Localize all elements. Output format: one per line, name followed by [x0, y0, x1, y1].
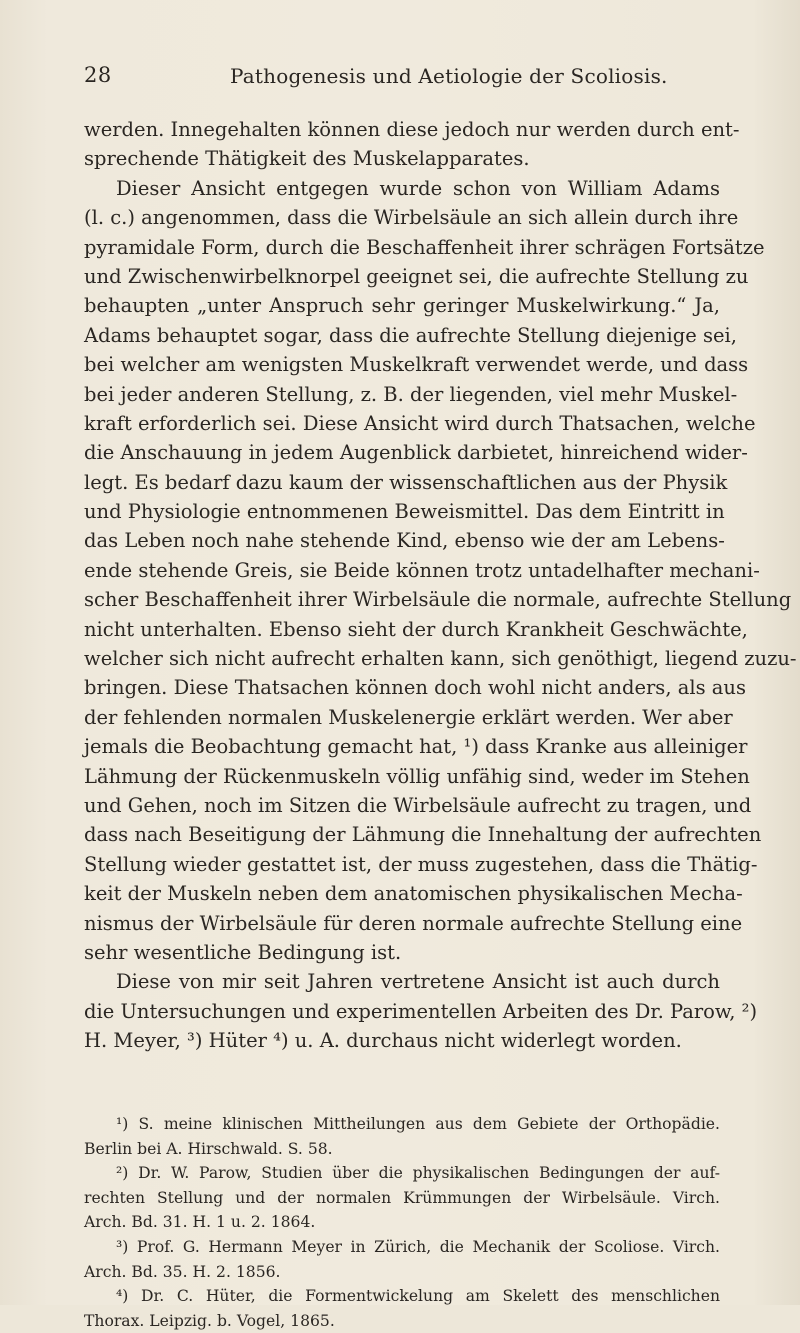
page-header [84, 63, 724, 93]
body-line: Lähmung der Rückenmuskeln völlig unfähig sind, weder im Stehen [84, 764, 750, 788]
footnote-line: Thorax. Leipzig. b. Vogel, 1865. [84, 1311, 335, 1330]
body-line: jemals die Beobachtung gemacht hat, ¹) dass Kranke aus alleiniger [84, 735, 748, 759]
body-line: legt. Es bedarf dazu kaum der wissenschaftlichen aus der Physik [84, 470, 728, 494]
body-line: sehr wesentliche Bedingung ist. [84, 940, 402, 964]
footnote-line: ⁴) Dr. C. Hüter, die Formentwickelung am Skelett des menschlichen [116, 1287, 720, 1306]
footnote-line: Berlin bei A. Hirschwald. S. 58. [84, 1139, 333, 1158]
body-line: keit der Muskeln neben dem anatomischen physikalischen Mecha- [84, 882, 743, 906]
footnotes [84, 1112, 720, 1333]
body-line: Adams behauptet sogar, dass die aufrechte Stellung diejenige sei, [84, 323, 737, 347]
body-line: Dieser Ansicht entgegen wurde schon von William Adams [116, 176, 720, 200]
body-line: bei welcher am wenigsten Muskelkraft verwendet werde, und dass [84, 353, 749, 377]
body-line: das Leben noch nahe stehende Kind, ebenso wie der am Lebens- [84, 529, 725, 553]
body-line: bringen. Diese Thatsachen können doch wohl nicht anders, als aus [84, 676, 746, 700]
body-line: behaupten „unter Anspruch sehr geringer Muskelwirkung.“ Ja, [84, 294, 720, 318]
body-line: und Gehen, noch im Sitzen die Wirbelsäule aufrecht zu tragen, und [84, 793, 752, 817]
body-line: dass nach Beseitigung der Lähmung die Innehaltung der aufrechten [84, 823, 762, 847]
body-line: kraft erforderlich sei. Diese Ansicht wird durch Thatsachen, welche [84, 411, 756, 435]
body-line: pyramidale Form, durch die Beschaffenheit ihrer schrägen Fortsätze [84, 235, 765, 259]
body-line: die Anschauung in jedem Augenblick darbietet, hinreichend wider- [84, 441, 748, 465]
footnote-line: ³) Prof. G. Hermann Meyer in Zürich, die Mechanik der Scoliose. Virch. [116, 1237, 720, 1256]
body-line: Diese von mir seit Jahren vertretene Ansicht ist auch durch [116, 970, 720, 994]
footnote-line: ¹) S. meine klinischen Mittheilungen aus dem Gebiete der Orthopädie. [116, 1115, 720, 1133]
body-line: der fehlenden normalen Muskelenergie erklärt werden. Wer aber [84, 705, 733, 729]
body-line: werden. Innegehalten können diese jedoch nur werden durch ent- [84, 118, 740, 141]
body-line: Stellung wieder gestattet ist, der muss zugestehen, dass die Thätig- [84, 852, 758, 876]
page-number: 28 [84, 63, 112, 87]
body-text [84, 115, 797, 1056]
footnote-line: Arch. Bd. 35. H. 2. 1856. [84, 1262, 281, 1281]
body-line: scher Beschaffenheit ihrer Wirbelsäule die normale, aufrechte Stellung [84, 588, 792, 612]
body-line: und Zwischenwirbelknorpel geeignet sei, die aufrechte Stellung zu [84, 264, 749, 288]
footnote-line: Arch. Bd. 31. H. 1 u. 2. 1864. [84, 1213, 316, 1232]
running-head: Pathogenesis und Aetiologie der Scoliosis. [230, 64, 668, 88]
body-line: nicht unterhalten. Ebenso sieht der durch Krankheit Geschwächte, [84, 617, 748, 641]
body-line: H. Meyer, ³) Hüter ⁴) u. A. durchaus nicht widerlegt worden. [84, 1029, 682, 1053]
body-line: sprechende Thätigkeit des Muskelapparates. [84, 147, 530, 171]
footnote-line: ²) Dr. W. Parow, Studien über die physikalischen Bedingungen der auf- [116, 1164, 720, 1183]
body-line: die Untersuchungen und experimentellen Arbeiten des Dr. Parow, ²) [84, 999, 758, 1023]
body-line: und Physiologie entnommenen Beweismittel. Das dem Eintritt in [84, 500, 725, 524]
footnote-line: rechten Stellung und der normalen Krümmungen der Wirbelsäule. Virch. [84, 1188, 720, 1207]
body-line: welcher sich nicht aufrecht erhalten kann, sich genöthigt, liegend zuzu- [84, 647, 797, 671]
body-line: (l. c.) angenommen, dass die Wirbelsäule an sich allein durch ihre [84, 206, 739, 230]
body-line: nismus der Wirbelsäule für deren normale aufrechte Stellung eine [84, 911, 743, 935]
body-line: bei jeder anderen Stellung, z. B. der liegenden, viel mehr Muskel- [84, 382, 738, 406]
body-line: ende stehende Greis, sie Beide können trotz untadelhafter mechani- [84, 558, 760, 582]
